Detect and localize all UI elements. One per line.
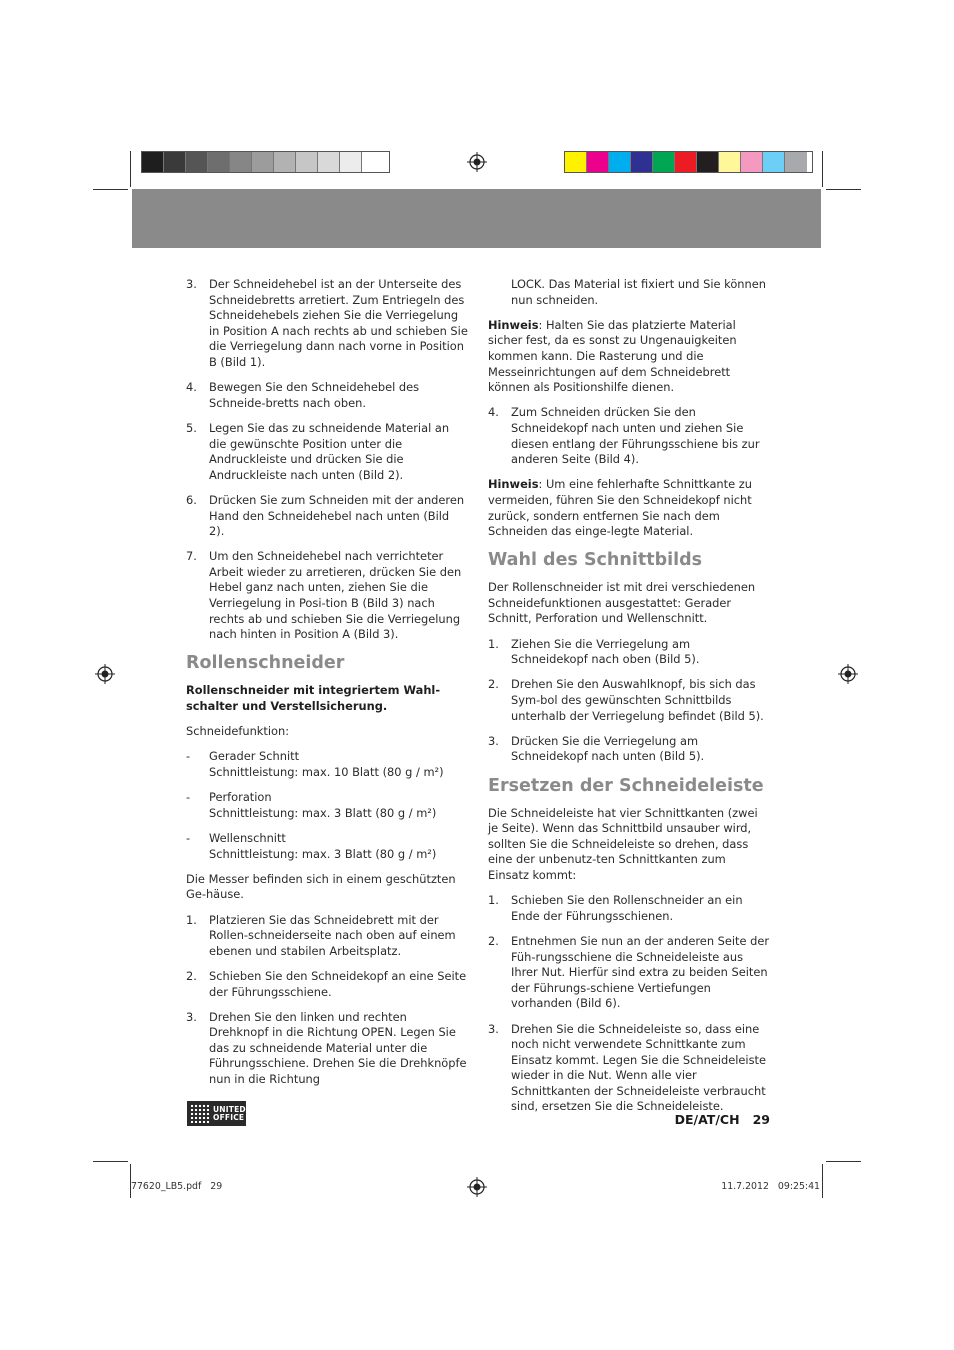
color-swatch [785, 152, 807, 172]
function-detail: Schnittleistung: max. 3 Blatt (80 g / m²) [209, 805, 437, 820]
header-banner [132, 189, 821, 248]
color-swatch [208, 152, 230, 172]
list-number: 1. [488, 636, 499, 651]
color-swatch [318, 152, 340, 172]
color-swatch [340, 152, 362, 172]
list-text: Legen Sie das zu schneidende Material an die gewünschte Position unter die Andruckleiste und drücken Sie die Andruckleiste nach unten (Bild 2). [209, 420, 450, 482]
list-text: Entnehmen Sie nun an der anderen Seite der Füh-rungsschiene die Schneideleiste aus Ihrer Nut. Hierfür sind extra zu beiden Seiten der Führungs-schiene Vertiefungen vorhanden (Bild 6). [511, 933, 770, 1011]
list-number: 7. [186, 549, 197, 564]
dash-marker: - [186, 790, 191, 805]
list-item [186, 380, 468, 411]
logo-text [213, 1106, 246, 1122]
color-swatch [230, 152, 252, 172]
crop-mark [822, 151, 823, 187]
heading-wahl-des-schnittbilds: Wahl des Schnittbilds [488, 550, 703, 571]
list-text: Drehen Sie die Schneideleiste so, dass eine noch nicht verwendete Schnittkante zum Einsatz kommt. Legen Sie die Schneideleiste wieder in die Nut. Wenn alle vier Schnittkanten der Schneideleiste verbraucht sind, ersetzen Sie die Schneideleiste. [511, 1021, 766, 1114]
list-number: 2. [488, 677, 499, 692]
list-number: 5. [186, 420, 197, 435]
function-detail: Schnittleistung: max. 10 Blatt (80 g / m²) [209, 765, 444, 779]
list-text: Drehen Sie den linken und rechten Drehknopf in die Richtung OPEN. Legen Sie das zu schneidende Material unter die Führungsschiene. Drehen Sie die Drehknöpfe nun in die Richtung [209, 1009, 467, 1087]
hinweis-label: Hinweis [488, 477, 539, 492]
color-swatch [653, 152, 675, 172]
hinweis-2 [488, 477, 770, 539]
messer-text: Die Messer befinden sich in einem geschützten Ge-häuse. [186, 871, 456, 902]
color-swatch [587, 152, 609, 172]
schneidefunktion-label: Schneidefunktion: [186, 724, 290, 739]
continuation-text: LOCK. Das Material ist fixiert und Sie können nun schneiden. [511, 277, 766, 307]
ersetzen-intro: Die Schneideleiste hat vier Schnittkanten (zwei je Seite). Wenn das Schnittbild unsauber wird, sollten Sie die Schneideleiste so drehen, dass eine der unbenutz-ten Schnittkanten zum Einsatz kommt: [488, 805, 758, 882]
gray-color-bar [141, 151, 390, 173]
crop-mark [93, 189, 128, 190]
logo-line: OFFICE [213, 1112, 245, 1122]
page-number: DE/AT/CH 29 [674, 1112, 770, 1127]
list-item [488, 1022, 770, 1116]
list-text: Drehen Sie den Auswahlknopf, bis sich das Sym-bol des gewünschten Schnittbilds unterhalb der Verriegelung befindet (Bild 5). [511, 677, 764, 723]
color-swatch [719, 152, 741, 172]
crop-mark [822, 1164, 823, 1198]
crop-mark [130, 151, 131, 187]
list-item [186, 1010, 468, 1088]
list-number: 2. [488, 933, 499, 948]
function-detail: Schnittleistung: max. 3 Blatt (80 g / m²) [209, 846, 437, 861]
color-swatch [164, 152, 186, 172]
list-item [488, 637, 770, 668]
color-swatch [631, 152, 653, 172]
dash-marker: - [186, 830, 191, 845]
logo-line: UNITED [213, 1104, 246, 1114]
slug-timestamp: 11.7.2012 09:25:41 [721, 1181, 820, 1192]
list-item [488, 405, 770, 467]
list-number: 3. [186, 277, 197, 291]
list-text: Schieben Sie den Schneidekopf an eine Seite der Führungsschiene. [209, 968, 467, 999]
registration-mark-icon [467, 1177, 487, 1197]
color-swatch [274, 152, 296, 172]
heading-rollenschneider: Rollenschneider [186, 653, 345, 674]
list-item [488, 893, 770, 924]
list-item [186, 493, 468, 540]
color-swatch [142, 152, 164, 172]
function-name: Wellenschnitt [209, 830, 286, 845]
color-swatch [763, 152, 785, 172]
list-number: 3. [488, 733, 499, 748]
list-item [488, 677, 770, 724]
list-text: Der Schneidehebel ist an der Unterseite des Schneidebretts arretiert. Zum Entriegeln des Schneidehebels ziehen Sie die Verriegelung in Position A nach rechts ab und schieben Sie die Verriegelung dann nach vorne in Position B (Bild 1). [209, 277, 468, 369]
color-swatch [296, 152, 318, 172]
color-swatch [609, 152, 631, 172]
list-item [186, 969, 468, 1000]
list-number: 1. [186, 912, 197, 927]
color-swatch [741, 152, 763, 172]
function-name: Perforation [209, 790, 272, 805]
color-swatch [697, 152, 719, 172]
list-text: Platzieren Sie das Schneidebrett mit der Rollen-schneiderseite nach oben auf einem ebenen und stabilen Arbeitsplatz. [209, 912, 456, 958]
list-item [186, 277, 468, 371]
united-office-logo [187, 1101, 246, 1126]
registration-mark-icon [95, 664, 115, 684]
subheading-rollenschneider: Rollenschneider mit integriertem Wahl-schalter und Verstellsicherung. [186, 683, 441, 714]
logo-dot-grid-icon [190, 1104, 210, 1123]
left-column [186, 277, 468, 1097]
list-item [186, 549, 468, 643]
list-item [488, 934, 770, 1012]
hinweis-label: Hinweis [488, 317, 539, 332]
crop-mark [826, 1161, 861, 1162]
list-number: 3. [186, 1009, 197, 1024]
color-swatch [565, 152, 587, 172]
color-swatch [675, 152, 697, 172]
list-item [186, 913, 468, 960]
list-text: Schieben Sie den Rollenschneider an ein Ende der Führungsschienen. [511, 893, 743, 923]
list-number: 2. [186, 968, 197, 983]
list-text: Drücken Sie die Verriegelung am Schneidekopf nach unten (Bild 5). [511, 733, 705, 764]
heading-ersetzen: Ersetzen der Schneideleiste [488, 775, 764, 796]
list-number: 6. [186, 492, 197, 507]
function-item [186, 749, 468, 780]
dash-marker: - [186, 749, 191, 764]
list-number: 4. [488, 405, 499, 420]
cmyk-color-bar [564, 151, 813, 173]
wahl-intro: Der Rollenschneider ist mit drei verschiedenen Schneidefunktionen ausgestattet: Gerader Schnitt, Perforation und Wellenschnitt. [488, 580, 756, 626]
color-swatch [186, 152, 208, 172]
hinweis-text: : Halten Sie das platzierte Material sicher fest, da es sonst zu Ungenauigkeiten kommen kann. Die Rasterung und die Messeinrichtungen auf dem Schneidebrett können als Positionshilfe dienen. [488, 317, 737, 395]
list-text: Bewegen Sie den Schneidehebel des Schneide-bretts nach oben. [209, 380, 420, 410]
crop-mark [826, 189, 861, 190]
slug-filename: 77620_LB5.pdf 29 [131, 1181, 223, 1192]
registration-mark-icon [467, 152, 487, 172]
function-item [186, 831, 468, 862]
list-number: 4. [186, 380, 197, 395]
list-text: Um den Schneidehebel nach verrichteter Arbeit wieder zu arretieren, drücken Sie den Hebel ganz nach unten, ziehen Sie die Verriegelung in Posi-tion B (Bild 3) nach rechts ab und schieben Sie die Verriegelung nach hinten in Position A (Bild 3). [209, 549, 462, 642]
color-swatch [252, 152, 274, 172]
function-name: Gerader Schnitt [209, 749, 300, 764]
list-text: Drücken Sie zum Schneiden mit der anderen Hand den Schneidehebel nach unten (Bild 2). [209, 492, 465, 539]
function-item [186, 790, 468, 821]
right-column [488, 277, 770, 1125]
list-number: 3. [488, 1021, 499, 1036]
list-text: Ziehen Sie die Verriegelung am Schneidekopf nach oben (Bild 5). [511, 636, 700, 667]
list-text: Zum Schneiden drücken Sie den Schneidekopf nach unten und ziehen Sie diesen entlang der Führungsschiene bis zur anderen Seite (Bild 4). [511, 405, 760, 467]
hinweis-text: : Um eine fehlerhafte Schnittkante zu vermeiden, führen Sie den Schneidekopf nicht zurück, sondern entfernen Sie nach dem Schneiden das einge-legte Material. [488, 477, 752, 539]
crop-mark [93, 1161, 128, 1162]
hinweis-1 [488, 318, 770, 396]
list-item [488, 734, 770, 765]
registration-mark-icon [838, 664, 858, 684]
list-number: 1. [488, 893, 499, 908]
list-item [186, 421, 468, 483]
color-swatch [362, 152, 384, 172]
